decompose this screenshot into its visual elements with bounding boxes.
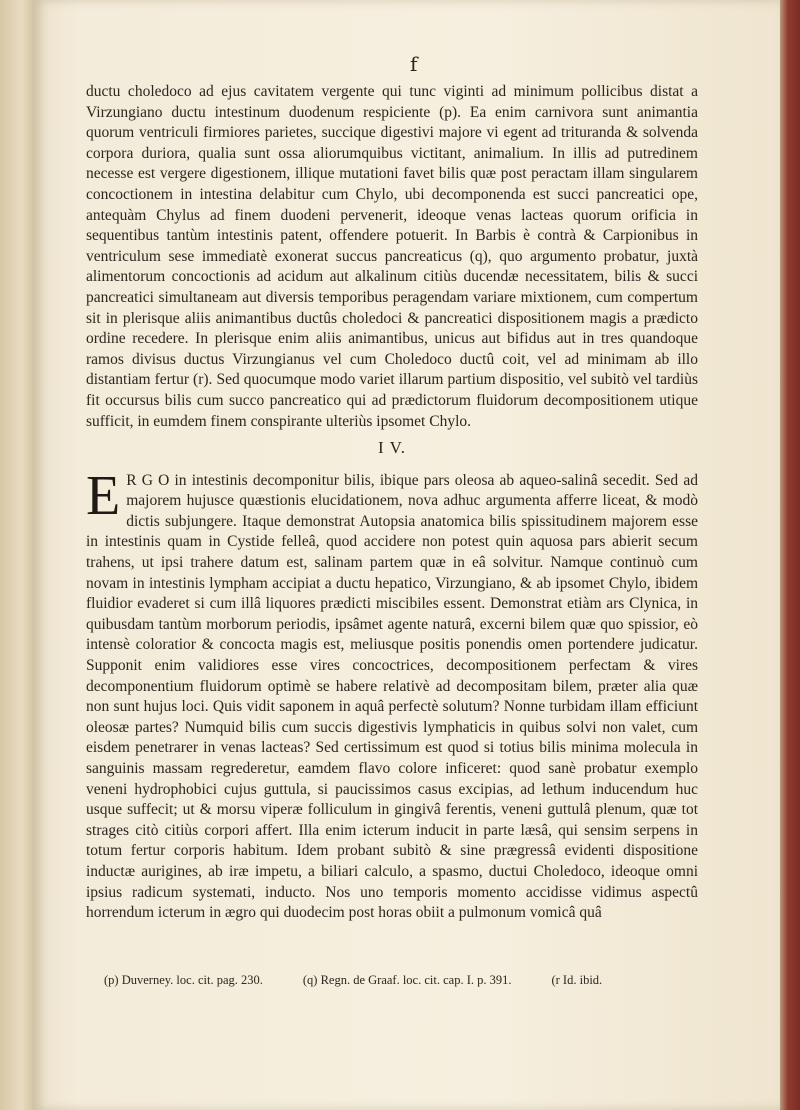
footnote-r: (r Id. ibid. — [551, 973, 603, 987]
paragraph-section-iv: R G O in intestinis decomponitur bilis, ibique pars oleosa ab aqueo-salinâ secedit. Sed ad majorem hujusce quæstionis elucidationem, nova adhuc argumenta afferre liceat, & modò dictis subjungere. Itaque demonstrat Autopsia anatomica bilis spissitudinem majorem esse in intestinis quam in Cystide felleâ, quod accidere non potest quin aquosa pars abierit secum trahens, ut ipsi trahere datum est, salinam partem quæ in eâ solvitur. Namque continuò cum novam in intestinis lympham accipiat a ductu hepatico, Virzungiano, & ab ipsomet Chylo, ibidem fluidior evaderet si cum illâ liquores prædicti miscibiles essent. Demonstrat etiàm ars Clynica, in quibusdam tantùm morborum periodis, ipsâmet agente naturâ, excerni bilem quæ quo spissior, eò intensè coloratior & concocta magis est, meliusque positis ponendis omen portendere judicatur. Supponit enim validiores esse vires concoctrices, decompositionem perfectam & vires decomponentium fluidorum optimè se habere relativè ad decompositam bilem, præter alia quæ non sunt hujus loci. Quis vidit saponem in aquâ perfectè solutum? Nonne turbidam illam efficiunt oleosæ partes? Numquid bilis cum succis digestivis lymphaticis in quibus solvi non valet, cum eisdem penetrarer in venas lacteas? Sed certissimum est quod si totius bilis minima molecula in sanguinis massam regrederetur, eamdem flavo colore inficeret: quod sanè probatur exemplo veneni hydrophobici cujus guttula, si paucissimos casus excipias, ad lethum inducendum huc usque suffecit; ut & morsu viperæ folliculum in gingivâ ferentis, veneni guttulâ plenum, quæ tot strages citò citiùs corpori affert. Illa enim icterum inducit in parte læsâ, qui sensim serpens in totum fertur corporis habitum. Idem probant subitò & sine prægressâ evidenti dispositione inductæ aurigines, ab iræ impetu, a biliari calculo, a spasmo, ductui Choledoco, ideoque omni ipsius radicum systemati, inducto. Nos uno temporis momento accidisse vidimus aspectû horrendum icterum in ægro qui duodecim post horas obiit a pulmonum vomicâ quâ — [86, 471, 698, 922]
book-fore-edge — [778, 0, 800, 1110]
footnotes — [104, 973, 704, 988]
section-heading: I V. — [378, 438, 406, 458]
drop-cap: E — [86, 464, 121, 527]
main-text — [86, 82, 698, 924]
signature-mark: f — [410, 52, 418, 76]
section-body — [86, 464, 698, 924]
footnote-p: (p) Duverney. loc. cit. pag. 230. — [104, 973, 263, 987]
paragraph-continued: ductu choledoco ad ejus cavitatem vergente qui tunc viginti ad minimum pollicibus distat a Virzungiano ductu intestinum duodenum respiciente (p). Ea enim carnivora sunt animantia quorum ventriculi firmiores parietes, succique digestivi majore vi egent ad trituranda & solvenda corpora duriora, qualia sunt ossa aliorumquibus victitant, animalium. In illis ad putredinem necesse est vergere digestionem, illique mutationi favet bilis quæ post peractam illam singularem concoctionem in intestina delabitur cum Chylo, ubi decomponenda est succi pancreatici ope, antequàm Chylus ad finem duodeni pervenerit, ideoque venas lacteas quorum orificia in sequentibus tantùm intestinis patent, offendere potuerit. In Barbis è contrà & Carpionibus in ventriculum sese immediatè exonerat succus pancreaticus (q), quo argumento probatur, juxtà alimentorum concoctionis ad acidum aut alkalinum citiùs ducendæ necessitatem, bilis & succi pancreatici simultaneam aut diversis temporibus peragendam variare mixtionem, cum compertum sit in plerisque aliis animantibus ductûs choledoci & pancreatici dispositionem magis a prædicto ordine recedere. In plerisque enim aliis animantibus, unicus aut bifidus aut in tres quandoque ramos divisus ductus Virzungianus vel cum Choledoco ductû coit, vel ad minimam ab illo distantiam fertur (r). Sed quocumque modo variet illarum partium dispositio, vel subitò vel tardiùs fit occursus bilis cum succo pancreatico qui ad prædictorum fluidorum decompositionem utique sufficit, in eumdem finem conspirante ulteriùs ipsomet Chylo. — [86, 83, 698, 430]
footnote-q: (q) Regn. de Graaf. loc. cit. cap. I. p. 391. — [302, 973, 512, 987]
